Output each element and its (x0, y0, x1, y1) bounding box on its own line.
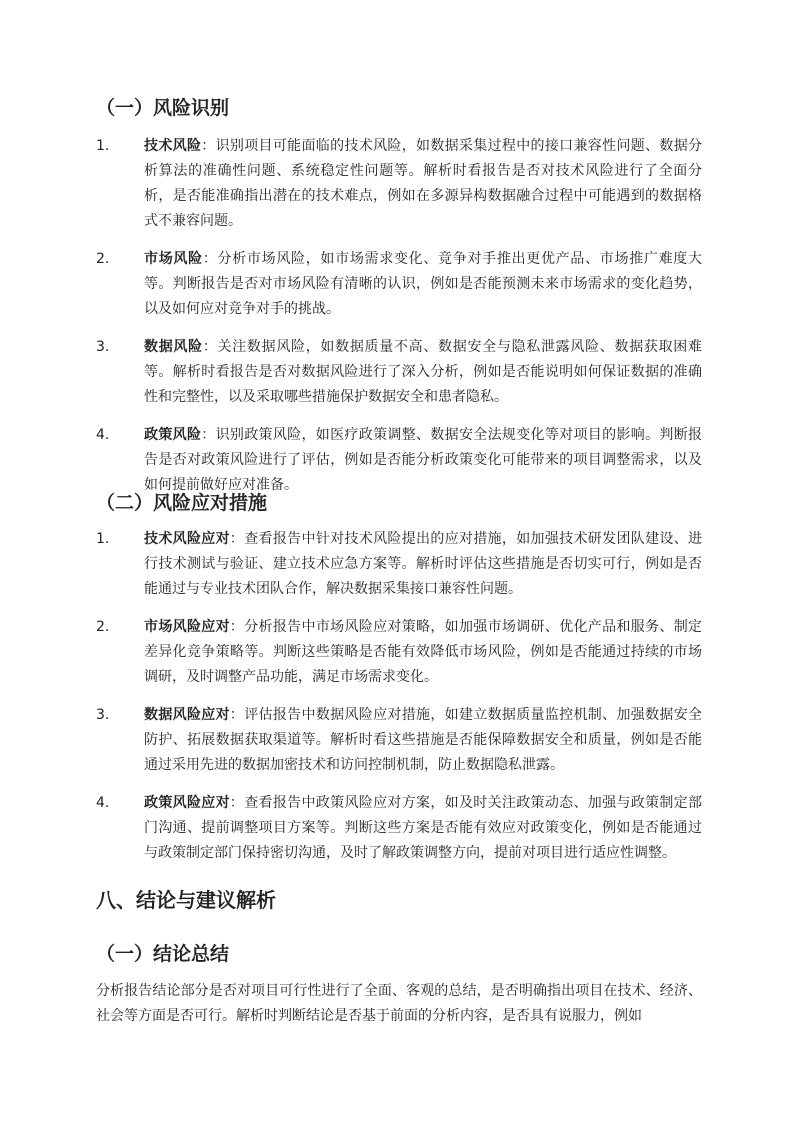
list-item-term: 技术风险 (144, 138, 202, 154)
list-item (96, 615, 702, 690)
list-item-term: 数据风险 (144, 339, 203, 355)
list-item (96, 703, 702, 778)
section-title-risk-response: （二）风险应对措施 (96, 492, 268, 514)
list-item-number: 2. (96, 251, 110, 267)
list-item-separator: ： (229, 707, 245, 723)
list-item-separator: ： (201, 427, 216, 443)
list-item-separator: ： (229, 795, 245, 811)
list-item-text: 评估报告中数据风险应对措施，如建立数据质量监控机制、加强数据安全防护、拓展数据获取渠道等。解析时看这些措施是否能保障数据安全和质量，例如是否能通过采用先进的数据加密技术和访问控制机制，防止数据隐私泄露。 (144, 707, 703, 773)
list-item-number: 3. (96, 339, 110, 355)
list-item (96, 247, 702, 322)
list-item (96, 134, 702, 234)
risk-identification-list (96, 134, 702, 498)
list-item-number: 1. (96, 138, 110, 154)
list-item-text: 关注数据风险，如数据质量不高、数据安全与隐私泄露风险、数据获取困难等。解析时看报告是否对数据风险进行了深入分析，例如是否能说明如何保证数据的准确性和完整性，以及采取哪些措施保护数据安全和患者隐私。 (144, 339, 703, 405)
risk-response-list (96, 527, 702, 866)
list-item-term: 政策风险 (144, 427, 202, 443)
list-item-separator: ： (202, 339, 218, 355)
conclusion-summary-paragraph: 分析报告结论部分是否对项目可行性进行了全面、客观的总结，是否明确指出项目在技术、经济、社会等方面是否可行。解析时判断结论是否基于前面的分析内容，是否具有说服力，例如 (96, 983, 702, 1024)
list-item-separator: ： (202, 251, 218, 267)
list-item-text: 识别项目可能面临的技术风险，如数据采集过程中的接口兼容性问题、数据分析算法的准确性问题、系统稳定性问题等。解析时看报告是否对技术风险进行了全面分析，是否能准确指出潜在的技术难点，例如在多源异构数据融合过程中可能遇到的数据格式不兼容问题。 (144, 138, 703, 229)
list-item (96, 527, 702, 602)
list-item-term: 政策风险应对 (144, 795, 230, 811)
chapter-title-conclusion: 八、结论与建议解析 (96, 888, 276, 912)
list-item-text: 识别政策风险，如医疗政策调整、数据安全法规变化等对项目的影响。判断报告是否对政策风险进行了评估，例如是否能分析政策变化可能带来的项目调整需求，以及如何提前做好应对准备。 (144, 427, 703, 493)
list-item-number: 2. (96, 619, 110, 635)
section-title-risk-identification: （一）风险识别 (96, 97, 230, 119)
list-item-number: 3. (96, 707, 110, 723)
list-item-text: 分析报告中市场风险应对策略，如加强市场调研、优化产品和服务、制定差异化竞争策略等。判断这些策略是否能有效降低市场风险，例如是否能通过持续的市场调研，及时调整产品功能，满足市场需求变化。 (144, 619, 703, 685)
list-item-number: 4. (96, 795, 110, 811)
list-item-number: 4. (96, 427, 110, 443)
list-item-term: 数据风险应对 (144, 707, 230, 723)
list-item (96, 791, 702, 866)
list-item-term: 市场风险 (144, 251, 203, 267)
list-item-text: 查看报告中政策风险应对方案，如及时关注政策动态、加强与政策制定部门沟通、提前调整项目方案等。判断这些方案是否能有效应对政策变化，例如是否能通过与政策制定部门保持密切沟通，及时了解政策调整方向，提前对项目进行适应性调整。 (144, 795, 703, 861)
list-item-separator: ： (201, 138, 216, 154)
list-item-separator: ： (229, 531, 245, 547)
list-item-text: 分析市场风险，如市场需求变化、竞争对手推出更优产品、市场推广难度大等。判断报告是否对市场风险有清晰的认识，例如是否能预测未来市场需求的变化趋势，以及如何应对竞争对手的挑战。 (144, 251, 703, 317)
list-item-separator: ： (229, 619, 245, 635)
list-item (96, 335, 702, 410)
list-item-term: 市场风险应对 (144, 619, 230, 635)
list-item (96, 423, 702, 498)
list-item-term: 技术风险应对 (144, 531, 230, 547)
list-item-text: 查看报告中针对技术风险提出的应对措施，如加强技术研发团队建设、进行技术测试与验证、建立技术应急方案等。解析时评估这些措施是否切实可行，例如是否能通过与专业技术团队合作，解决数据采集接口兼容性问题。 (144, 531, 703, 597)
list-item-number: 1. (96, 531, 110, 547)
section-title-conclusion-summary: （一）结论总结 (96, 943, 230, 965)
